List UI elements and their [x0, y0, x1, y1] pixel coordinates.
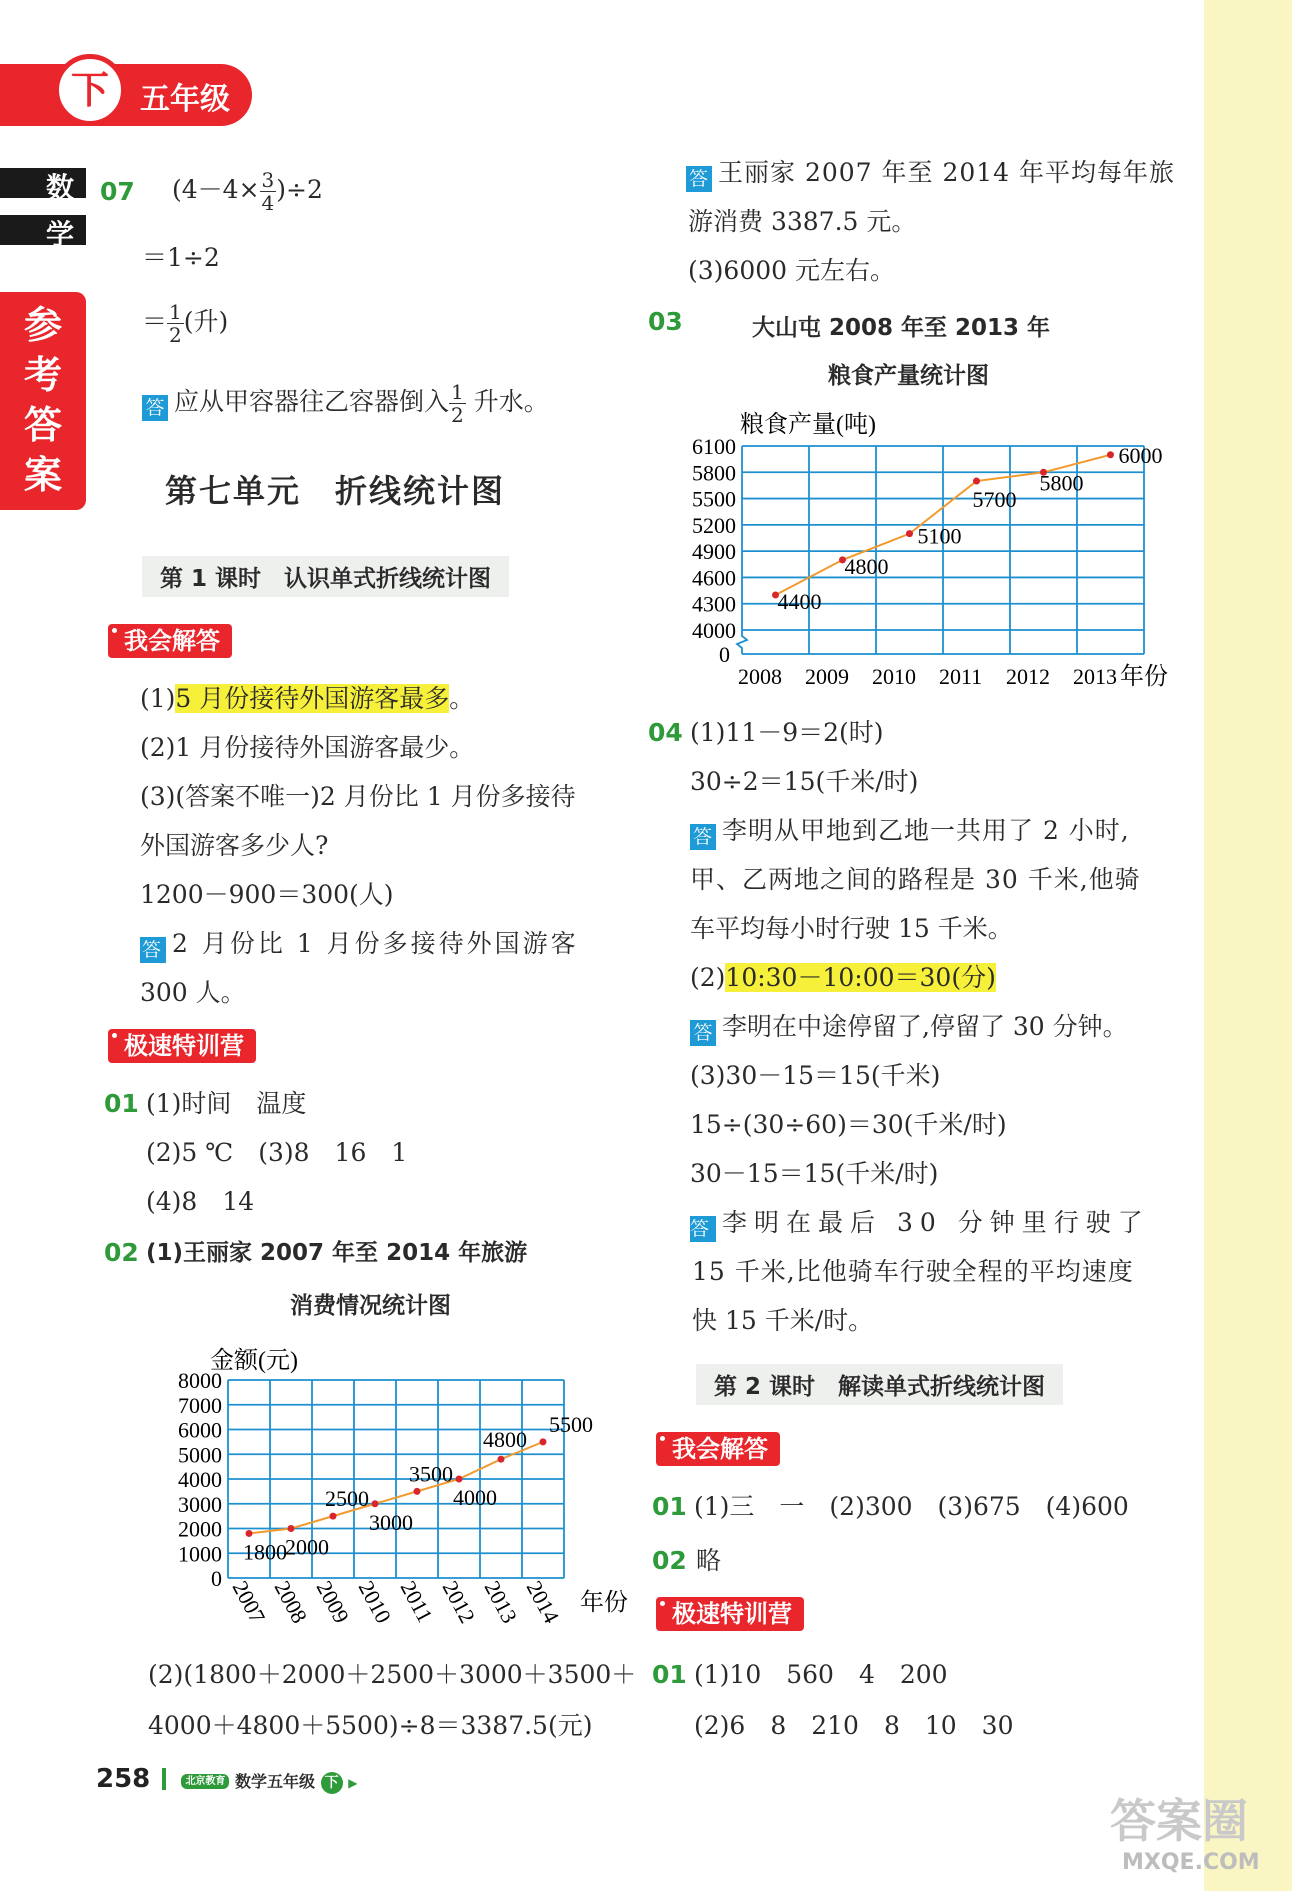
ex04-answer7: 快 15 千米/时。	[692, 1306, 874, 1335]
answer-icon: 答	[690, 1218, 717, 1240]
sec2-e01-line2: (2)6 8 210 8 10 30	[694, 1711, 1014, 1740]
chart-travel-spending	[140, 1340, 630, 1650]
chart1-data-label: 2500	[325, 1486, 369, 1512]
sec1-answer-a	[140, 929, 579, 963]
chart1-ylabel: 金额(元)	[210, 1348, 298, 1374]
chart2-data-label: 5100	[917, 523, 962, 549]
answer-icon: 答	[686, 166, 712, 192]
chart1-data-label: 2000	[285, 1534, 329, 1560]
ex02-calc2: 4000＋4800＋5500)÷8＝3387.5(元)	[148, 1711, 593, 1740]
chart2-xtick: 2013	[1073, 664, 1117, 689]
chart1-ytick: 3000	[178, 1491, 222, 1517]
sec1-answer-text: 2 月份比 1 月份多接待外国游客	[172, 929, 579, 958]
sec2-e01-number: 01	[652, 1660, 687, 1689]
chart1-ytick: 4000	[178, 1467, 222, 1492]
chart1-point	[498, 1456, 505, 1463]
chart1-xlabel: 年份	[580, 1590, 628, 1616]
unit-title: 第七单元 折线统计图	[165, 472, 506, 510]
chart2-ytick: 4900	[692, 539, 736, 565]
ex01-line2: (2)5 ℃ (3)8 16 1	[146, 1138, 408, 1167]
chart1-xtick: 2011	[395, 1576, 438, 1627]
chart1-data-label: 1800	[243, 1539, 287, 1565]
sec1-q1-prefix: (1)	[140, 684, 176, 713]
ex02-answer1	[686, 158, 1175, 192]
badge-jisu-1: 极速特训营	[108, 1029, 256, 1063]
chart1-ytick: 8000	[178, 1368, 222, 1393]
sec2-q01: (1)三 一 (2)300 (3)675 (4)600	[694, 1492, 1129, 1521]
chart2-xtick: 2010	[872, 664, 916, 689]
chart1-data-label: 3500	[409, 1461, 453, 1487]
ex02-q3: (3)6000 元左右。	[688, 256, 895, 285]
chart1-point	[288, 1525, 295, 1532]
frac-den: 2	[451, 403, 464, 427]
chart1-xtick: 2010	[353, 1576, 397, 1628]
q07-fraction	[260, 169, 277, 214]
q07-expr-b: )÷2	[276, 175, 323, 204]
chart1-ytick: 5000	[178, 1442, 222, 1468]
sec2-q01-number: 01	[652, 1492, 687, 1521]
chart1-xtick: 2007	[227, 1576, 271, 1628]
chart1-data-label: 4800	[483, 1427, 527, 1453]
ex01-line1: (1)时间 温度	[146, 1089, 307, 1118]
side-answer-tab	[0, 292, 86, 510]
sec1-q3a: (3)(答案不唯一)2 月份比 1 月份多接待	[140, 782, 576, 811]
chart1-point	[540, 1438, 547, 1445]
grade-circle: 下	[54, 54, 126, 126]
ex04-line1: (1)11－9＝2(时)	[690, 718, 884, 747]
chart1-point	[414, 1488, 421, 1495]
chart2-data-label: 6000	[1118, 442, 1163, 468]
chart2-ytick: 6100	[692, 434, 736, 459]
page-edge-strip	[1204, 0, 1292, 1891]
chart2-point	[1107, 451, 1114, 458]
ex04-l3-prefix: (2)	[690, 963, 726, 992]
ex04-answer-text: 李明在中途停留了,停留了 30 分钟。	[722, 1012, 1128, 1041]
side-subject-char: 数	[45, 171, 74, 204]
ex04-answer-text: 李明在最后 30 分钟里行驶了	[722, 1208, 1150, 1237]
side-answer-char: 参	[24, 302, 63, 347]
frac-num: 3	[261, 168, 275, 192]
watermark-url: MXQE.COM	[1122, 1850, 1260, 1875]
answer-icon: 答	[690, 824, 716, 850]
chart2-ytick: 5200	[692, 512, 736, 538]
lesson-1-title: 第 1 课时 认识单式折线统计图	[142, 556, 509, 597]
ex04-line2: 30÷2＝15(千米/时)	[690, 767, 919, 796]
chart1-ytick: 7000	[178, 1392, 222, 1418]
chart2-ylabel: 粮食产量(吨)	[740, 412, 876, 438]
chart2-xlabel: 年份	[1120, 664, 1168, 690]
q07-line2: ＝1÷2	[142, 243, 220, 272]
q07-fraction	[167, 301, 184, 346]
ex02-title2: 消费情况统计图	[290, 1293, 451, 1319]
ex02-answer-text: 王丽家 2007 年至 2014 年平均每年旅	[718, 158, 1176, 187]
ex04-answer3: 车平均每小时行驶 15 千米。	[690, 914, 1013, 943]
chart2-xtick: 2011	[939, 664, 983, 689]
ex04-answer1	[690, 816, 1130, 850]
ex03-number: 03	[648, 307, 683, 336]
grade-label: 五年级	[140, 82, 230, 117]
frac-num: 1	[451, 380, 464, 404]
chart1-series	[243, 1412, 593, 1565]
answer-icon: 答	[141, 939, 164, 961]
side-answer-char: 答	[24, 402, 63, 447]
chart2-data-label: 4400	[777, 588, 822, 614]
chart2-ytick: 0	[719, 642, 730, 667]
ex04-answer-text: 李明从甲地到乙地一共用了 2 小时,	[722, 816, 1130, 845]
arrow-icon: ▶	[348, 1776, 358, 1790]
lesson-2-title: 第 2 课时 解读单式折线统计图	[696, 1364, 1063, 1405]
chart2-data-label: 4800	[844, 553, 889, 579]
volume-badge: 下	[321, 1772, 343, 1794]
sec1-q1-highlight: 5 月份接待外国游客最多	[175, 684, 450, 713]
sec2-e01-line1: (1)10 560 4 200	[694, 1660, 948, 1689]
q07-fraction	[449, 381, 466, 426]
ex01-number: 01	[104, 1089, 139, 1118]
q07-unit: (升)	[183, 307, 229, 336]
chart1-xtick: 2009	[311, 1576, 355, 1628]
side-subject-char: 学	[45, 218, 74, 251]
q07-answer-text: 应从甲容器往乙容器倒入	[174, 387, 450, 416]
chart1-point	[456, 1476, 463, 1483]
ex04-line6: 30－15＝15(千米/时)	[690, 1159, 939, 1188]
chart1-data-label: 4000	[453, 1485, 497, 1510]
sec1-q1-end: 。	[449, 684, 475, 713]
chart1-point	[246, 1530, 253, 1537]
footer-divider	[162, 1768, 166, 1790]
ex04-answer2: 甲、乙两地之间的路程是 30 千米,他骑	[690, 865, 1141, 894]
ex04-answer4	[690, 1012, 1128, 1046]
ex04-answer5	[690, 1208, 1150, 1242]
ex04-answer6: 15 千米,比他骑车行驶全程的平均速度	[692, 1257, 1134, 1286]
chart2-ytick: 4300	[692, 591, 736, 617]
frac-den: 4	[261, 191, 275, 215]
ex04-l3-highlight: 10:30－10:00＝30(分)	[725, 963, 996, 992]
chart2-point	[973, 478, 980, 485]
side-answer-char: 考	[24, 352, 63, 397]
ex03-title1: 大山屯 2008 年至 2013 年	[752, 315, 1051, 341]
chart1-ytick: 0	[211, 1566, 222, 1591]
chart2-xtick: 2008	[738, 664, 782, 689]
chart2-ytick: 5800	[692, 460, 736, 486]
ex02-answer2: 游消费 3387.5 元。	[688, 207, 917, 236]
page-number: 258	[96, 1764, 151, 1794]
chart2-series	[772, 443, 1163, 614]
ex01-line3: (4)8 14	[146, 1187, 255, 1216]
sec1-q3b: 外国游客多少人?	[140, 831, 329, 860]
chart1-ytick: 2000	[178, 1516, 222, 1542]
chart1-point	[330, 1513, 337, 1520]
chart1-ytick: 6000	[178, 1417, 222, 1443]
chart2-data-label: 5800	[1039, 470, 1084, 496]
q07-answer	[142, 378, 549, 426]
side-answer-char: 案	[24, 452, 63, 497]
chart1-xtick: 2013	[479, 1576, 523, 1628]
chart1-xtick: 2014	[521, 1576, 565, 1628]
frac-den: 2	[169, 323, 182, 347]
chart2-axis-break	[737, 630, 747, 654]
chart1-xtick: 2012	[437, 1576, 481, 1628]
chart2-ytick: 4600	[692, 565, 736, 591]
sec1-q1	[140, 684, 474, 714]
chart2-xtick: 2009	[805, 664, 849, 689]
sec1-answer-b: 300 人。	[140, 978, 246, 1007]
chart2-point	[906, 530, 913, 537]
badge-wohui-2: 我会解答	[656, 1432, 780, 1466]
ex04-line4: (3)30－15＝15(千米)	[690, 1061, 941, 1090]
q07-answer-end: 升水。	[473, 387, 549, 416]
q07-number: 07	[100, 177, 135, 206]
chart2-xtick: 2012	[1006, 664, 1050, 689]
chart1-axis	[178, 1368, 564, 1627]
q07-line1	[172, 166, 323, 214]
ex04-line5: 15÷(30÷60)＝30(千米/时)	[690, 1110, 1007, 1139]
chart1-xtick: 2008	[269, 1576, 313, 1628]
ex02-number: 02	[104, 1238, 139, 1267]
chart2-ytick: 4000	[692, 618, 736, 643]
chart2-ytick: 5500	[692, 486, 736, 512]
side-subject-2	[0, 215, 86, 251]
side-subject-1	[0, 168, 86, 204]
q07-line3	[142, 298, 228, 346]
q07-expr-a: (4－4×	[172, 175, 260, 204]
sec1-q2: (2)1 月份接待外国游客最少。	[140, 733, 475, 762]
ex02-title1: (1)王丽家 2007 年至 2014 年旅游	[146, 1240, 528, 1266]
brand-logo: 北京教育	[181, 1774, 229, 1789]
chart1-data-label: 3000	[369, 1509, 413, 1535]
sec2-q02-number: 02	[652, 1546, 687, 1575]
badge-jisu-2: 极速特训营	[656, 1597, 804, 1631]
q07-eq: ＝	[142, 307, 168, 336]
chart2-data-label: 5700	[972, 487, 1017, 513]
chart1-ytick: 1000	[178, 1541, 222, 1567]
sec1-calc: 1200－900＝300(人)	[140, 880, 394, 909]
sec2-q02: 略	[696, 1546, 722, 1575]
answer-icon: 答	[142, 395, 168, 421]
chart-grain-output	[660, 402, 1180, 702]
ex02-calc1: (2)(1800＋2000＋2500＋3000＋3500＋	[148, 1660, 637, 1689]
ex03-title2: 粮食产量统计图	[828, 363, 989, 389]
ex04-line3	[690, 963, 996, 993]
ex04-number: 04	[648, 718, 683, 747]
answer-icon: 答	[690, 1020, 716, 1046]
badge-wohui-1: 我会解答	[108, 624, 232, 658]
book-title: 数学五年级	[235, 1772, 316, 1791]
frac-num: 1	[169, 300, 182, 324]
chart1-data-label: 5500	[549, 1411, 593, 1437]
page-footer	[96, 1764, 357, 1794]
chart1-point	[372, 1500, 379, 1507]
watermark-logo: 答案圈	[1110, 1794, 1248, 1848]
